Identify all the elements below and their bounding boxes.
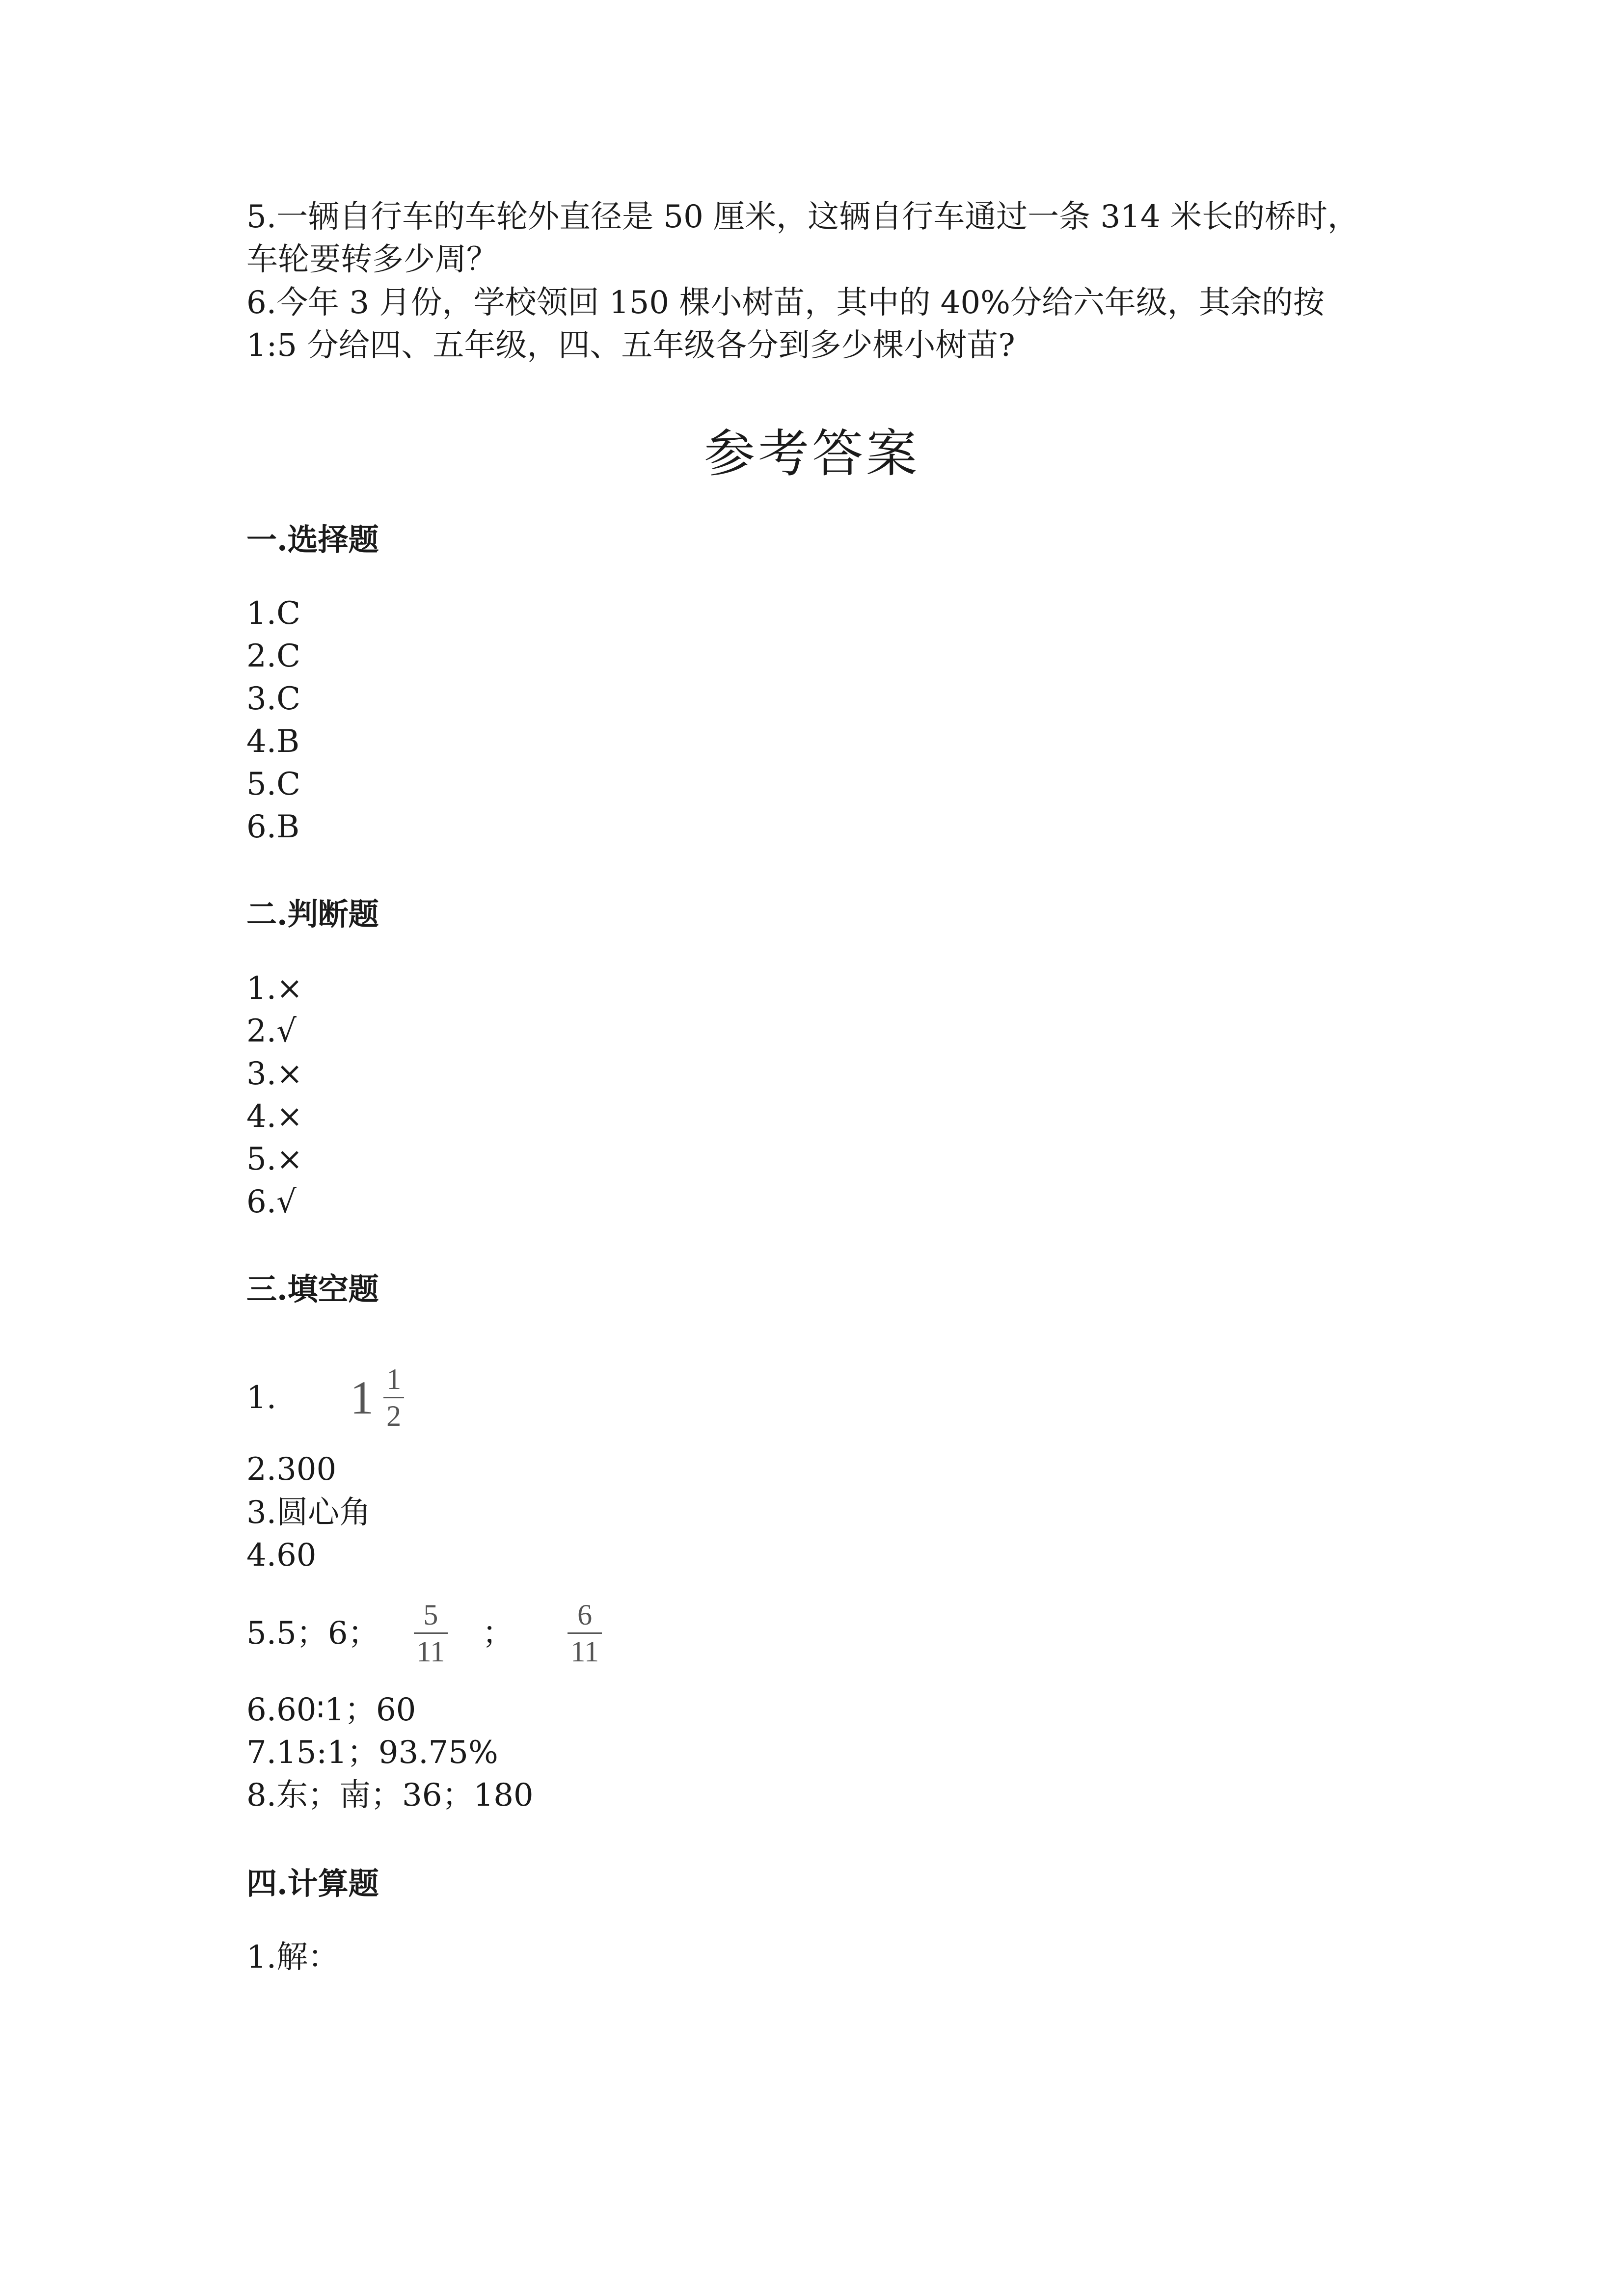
judge-answer-3: 3.× — [246, 1056, 303, 1092]
fill-answer-1 — [246, 1364, 404, 1431]
fraction-bar — [383, 1397, 404, 1398]
fraction-numerator: 6 — [577, 1599, 593, 1631]
mixed-number-whole: 1 — [350, 1371, 374, 1424]
judge-answer-1: 1.× — [246, 970, 303, 1007]
fill-answer-2: 2.300 — [246, 1451, 337, 1488]
fraction-five-elevenths — [414, 1600, 448, 1666]
fill-answer-6: 6.60∶1；60 — [246, 1692, 416, 1728]
choice-answer-3: 3.C — [246, 681, 301, 717]
choice-answer-6: 6.B — [246, 809, 300, 845]
fraction-bar — [568, 1632, 602, 1634]
fraction-denominator: 11 — [570, 1635, 599, 1668]
fill-answer-5-label: 5.5；6； — [246, 1615, 379, 1652]
fraction-denominator: 11 — [416, 1635, 445, 1668]
question-6-line-1: 6.今年 3 月份，学校领回 150 棵小树苗，其中的 40%分给六年级，其余的按 — [246, 285, 1325, 321]
judge-answer-4: 4.× — [246, 1098, 303, 1135]
fraction-numerator: 5 — [423, 1599, 438, 1631]
mixed-number — [350, 1364, 404, 1431]
fill-answer-5-separator: ； — [482, 1615, 514, 1652]
choice-answer-5: 5.C — [246, 766, 301, 802]
section-heading-calc: 四.计算题 — [246, 1866, 379, 1901]
judge-answer-2: 2.√ — [246, 1013, 297, 1049]
question-6-line-2: 1:5 分给四、五年级，四、五年级各分到多少棵小树苗? — [246, 327, 1015, 364]
section-heading-fill: 三.填空题 — [246, 1271, 379, 1307]
section-heading-judge: 二.判断题 — [246, 896, 379, 932]
fill-answer-8: 8.东；南；36；180 — [246, 1777, 534, 1814]
judge-answer-5: 5.× — [246, 1141, 303, 1177]
fill-answer-4: 4.60 — [246, 1537, 317, 1574]
choice-answer-1: 1.C — [246, 595, 301, 632]
section-heading-choice: 一.选择题 — [246, 522, 379, 558]
question-5-line-2: 车轮要转多少周？ — [246, 241, 498, 278]
answer-title: 参考答案 — [704, 424, 920, 483]
choice-answer-2: 2.C — [246, 638, 301, 674]
mixed-number-fraction — [383, 1364, 404, 1431]
fraction-numerator: 1 — [386, 1363, 402, 1395]
fill-answer-7: 7.15:1；93.75% — [246, 1735, 498, 1771]
fraction-bar — [414, 1632, 448, 1634]
fraction-six-elevenths — [568, 1600, 602, 1666]
question-5-line-1: 5.一辆自行车的车轮外直径是 50 厘米，这辆自行车通过一条 314 米长的桥时， — [246, 199, 1359, 235]
choice-answer-4: 4.B — [246, 723, 300, 760]
fill-answer-3: 3.圆心角 — [246, 1495, 371, 1531]
calc-answer-1: 1.解： — [246, 1939, 340, 1976]
fill-answer-1-label: 1. — [246, 1379, 277, 1416]
fill-answer-5 — [246, 1600, 602, 1666]
fraction-denominator: 2 — [386, 1400, 402, 1432]
judge-answer-6: 6.√ — [246, 1184, 297, 1220]
